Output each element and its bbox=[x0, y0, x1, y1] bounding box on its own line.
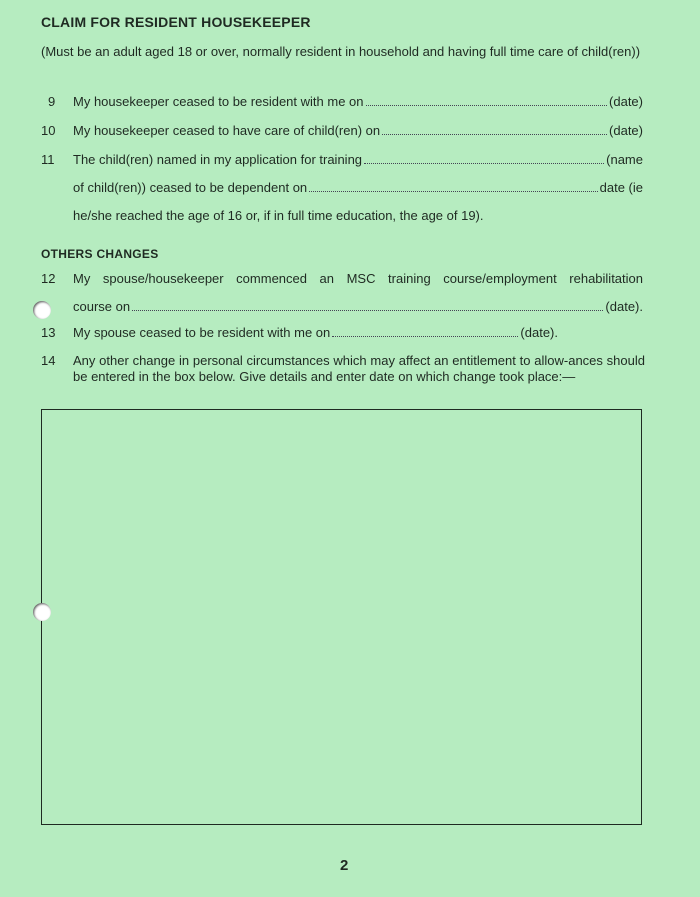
name-entry-line[interactable] bbox=[364, 152, 604, 164]
item-number: 11 bbox=[41, 152, 55, 167]
item-12-line-2 bbox=[73, 299, 643, 314]
item-tail: (name bbox=[606, 152, 643, 167]
item-9 bbox=[73, 94, 643, 109]
date-entry-line[interactable] bbox=[366, 94, 608, 106]
item-13 bbox=[73, 325, 558, 340]
item-12: My spouse/housekeeper commenced an MSC training course/employment rehabilitation bbox=[73, 271, 643, 286]
item-text: My housekeeper ceased to have care of child(ren) on bbox=[73, 123, 381, 138]
date-entry-line[interactable] bbox=[332, 325, 518, 337]
item-tail: (date) bbox=[609, 123, 643, 138]
item-number: 9 bbox=[48, 94, 56, 109]
eligibility-note: (Must be an adult aged 18 or over, normally resident in household and having full time care of child(ren)) bbox=[41, 44, 641, 59]
item-tail: (date) bbox=[609, 94, 643, 109]
page-number: 2 bbox=[340, 857, 349, 874]
item-text: The child(ren) named in my application for training bbox=[73, 152, 363, 167]
item-tail: (date). bbox=[520, 325, 558, 340]
item-10 bbox=[73, 123, 643, 138]
item-number: 13 bbox=[41, 325, 56, 340]
item-number: 14 bbox=[41, 353, 56, 368]
item-text: My spouse ceased to be resident with me on bbox=[73, 325, 331, 340]
item-11-line-3: he/she reached the age of 16 or, if in full time education, the age of 19). bbox=[73, 208, 484, 223]
item-text: course on bbox=[73, 299, 131, 314]
item-14: Any other change in personal circumstances which may affect an entitlement to allow-ances should be entered in the box below. Give details and enter date on which change took place:— bbox=[73, 353, 645, 384]
item-tail: (date). bbox=[605, 299, 643, 314]
date-entry-line[interactable] bbox=[309, 180, 597, 192]
item-number: 10 bbox=[41, 123, 56, 138]
item-tail: date (ie bbox=[599, 180, 643, 195]
item-text: My housekeeper ceased to be resident with me on bbox=[73, 94, 364, 109]
details-box[interactable] bbox=[41, 409, 642, 825]
item-11 bbox=[73, 152, 643, 167]
item-number: 12 bbox=[41, 271, 56, 286]
punch-hole bbox=[33, 301, 51, 319]
punch-hole bbox=[33, 603, 51, 621]
section-heading: OTHERS CHANGES bbox=[41, 247, 159, 261]
item-11-line-2 bbox=[73, 180, 643, 195]
page-title: CLAIM FOR RESIDENT HOUSEKEEPER bbox=[41, 14, 311, 30]
date-entry-line[interactable] bbox=[132, 299, 603, 311]
item-text: of child(ren)) ceased to be dependent on bbox=[73, 180, 308, 195]
date-entry-line[interactable] bbox=[382, 123, 607, 135]
